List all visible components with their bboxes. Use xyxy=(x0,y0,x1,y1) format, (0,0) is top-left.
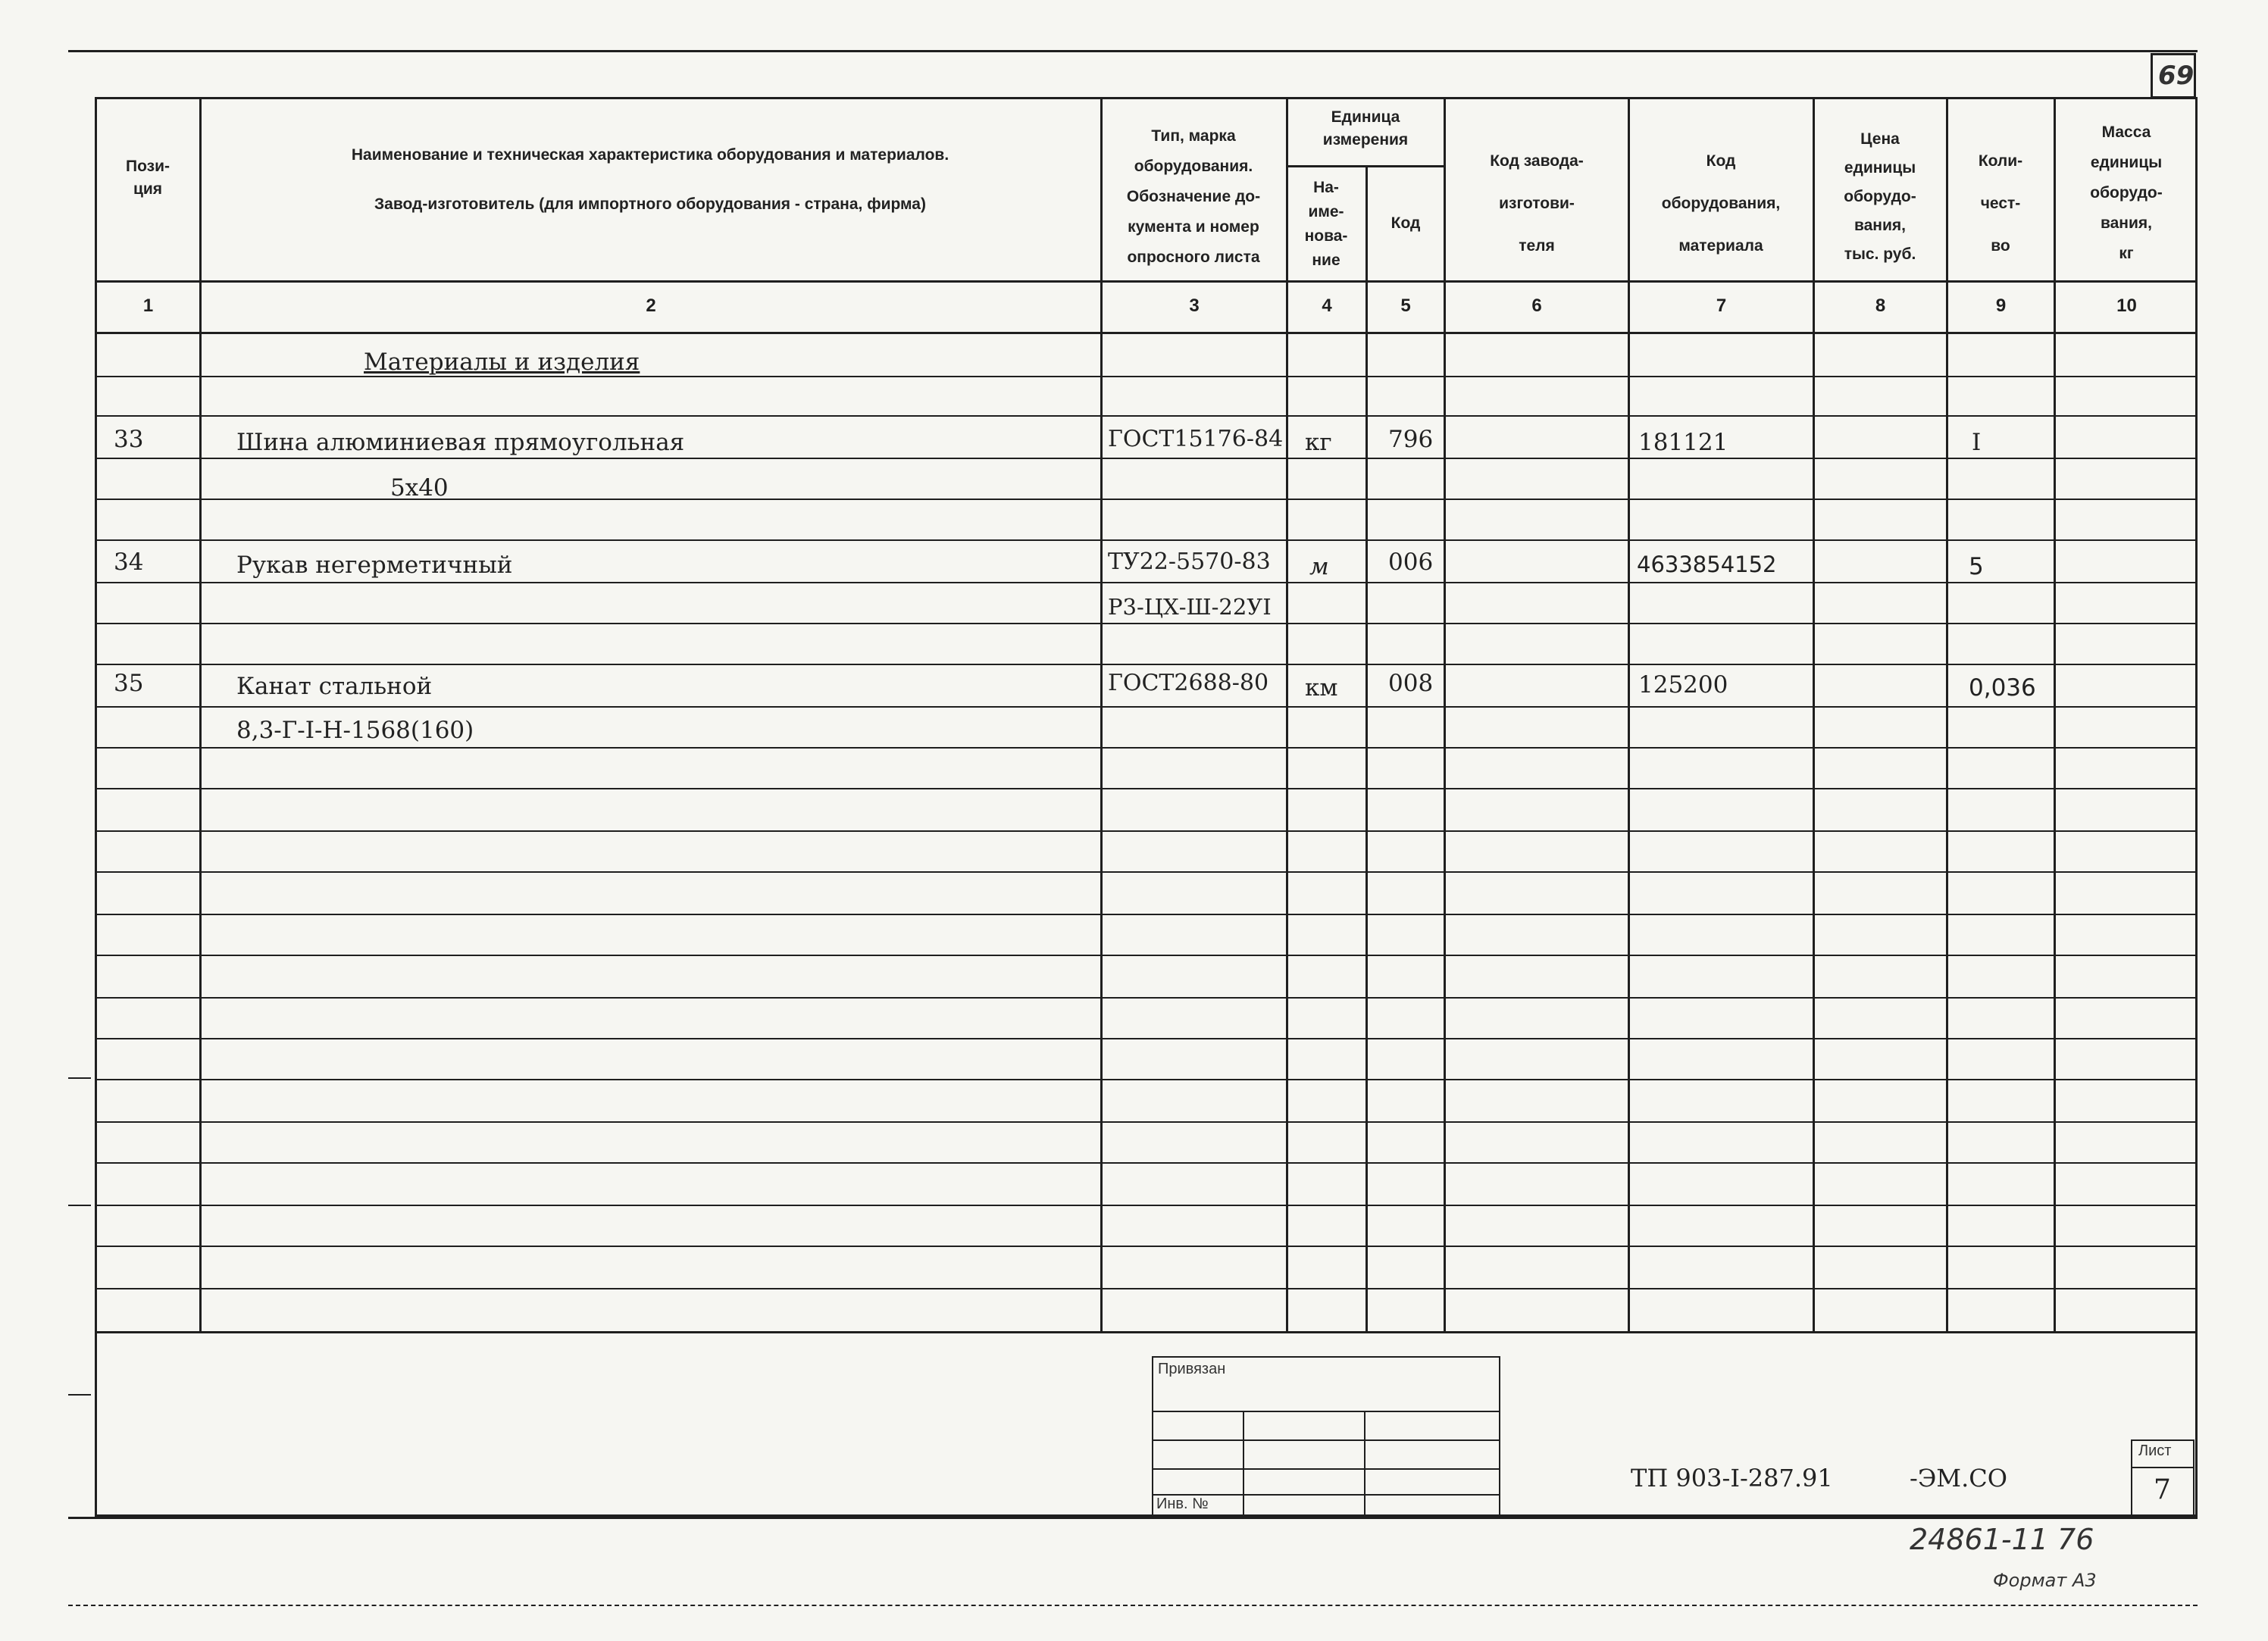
margin-tick xyxy=(68,1394,91,1396)
header-factory-code: Код завода- изготови- теля xyxy=(1490,152,1584,255)
row-line xyxy=(95,458,2198,459)
row-line xyxy=(95,788,2198,789)
doc-code: ТП 903-I-287.91 xyxy=(1631,1464,1833,1493)
header-price: Цена единицы оборудо- вания, тыс. руб. xyxy=(1844,130,1916,263)
row-line xyxy=(95,539,2198,541)
colnum-7: 7 xyxy=(1716,295,1727,316)
header-name-line2: Завод-изготовитель (для импортного оборудования - страна, фирма) xyxy=(374,195,926,213)
row-line xyxy=(95,997,2198,999)
row-line xyxy=(95,871,2198,873)
unit-group-divider xyxy=(1286,165,1444,167)
row-34-unit: м xyxy=(1309,553,1329,580)
bottom-rule xyxy=(68,1517,2198,1519)
row-34-unit-code: 006 xyxy=(1388,549,1434,576)
header-name-line1: Наименование и техническая характеристика оборудования и материалов. xyxy=(351,146,949,164)
stamp-col xyxy=(1243,1411,1244,1517)
header-equipment-code: Код оборудования, материала xyxy=(1661,152,1781,255)
row-line xyxy=(95,955,2198,956)
row-line xyxy=(95,830,2198,832)
privyazan-label: Привязан xyxy=(1158,1361,1226,1377)
row-33-code: 181121 xyxy=(1638,429,1728,456)
row-33-unit: кг xyxy=(1305,429,1332,456)
footer-frame xyxy=(95,1333,2198,1517)
col-divider xyxy=(1628,97,1630,1333)
section-title: Материалы и изделия xyxy=(364,349,640,376)
colnum-3: 3 xyxy=(1189,295,1200,316)
top-rule xyxy=(68,50,2198,52)
colnum-8: 8 xyxy=(1875,295,1886,316)
row-line xyxy=(95,376,2198,377)
stamp-line xyxy=(1152,1439,1500,1441)
row-line xyxy=(95,1121,2198,1123)
col-divider xyxy=(1946,97,1948,1333)
row-line xyxy=(95,914,2198,915)
col-divider xyxy=(1365,165,1368,1333)
row-line xyxy=(95,582,2198,583)
page-bottom-rule xyxy=(68,1605,2198,1606)
sheet-mark: 69 xyxy=(2158,61,2194,91)
row-35-unit-code: 008 xyxy=(1388,670,1434,697)
row-35-unit: км xyxy=(1305,674,1338,702)
inv-no-label: Инв. № xyxy=(1156,1496,1209,1512)
row-line xyxy=(95,747,2198,749)
row-35-name: Канат стальной xyxy=(236,673,433,700)
row-35-pos: 35 xyxy=(114,670,144,697)
header-bottom xyxy=(95,280,2198,283)
col-divider xyxy=(1286,97,1288,1333)
row-34-qty: 5 xyxy=(1969,553,1984,580)
privyazan-box xyxy=(1152,1356,1500,1517)
colnum-4: 4 xyxy=(1322,295,1332,316)
colnum-2: 2 xyxy=(646,295,656,316)
row-33-name2: 5х40 xyxy=(390,474,449,502)
col-divider xyxy=(2054,97,2056,1333)
header-unit-name: На- име- нова- ние xyxy=(1304,179,1348,269)
doc-suffix: -ЭМ.СО xyxy=(1910,1464,2007,1493)
row-line xyxy=(95,623,2198,624)
colnum-5: 5 xyxy=(1400,295,1411,316)
format-label: Формат А3 xyxy=(1993,1570,2097,1591)
row-34-type2: Р3-ЦХ-Ш-22УI xyxy=(1108,594,1272,620)
archive-number: 24861-11 76 xyxy=(1910,1523,2094,1556)
col-divider xyxy=(1813,97,1815,1333)
margin-tick xyxy=(68,1205,91,1206)
header-type: Тип, марка оборудования. Обозначение до- кумента и номер опросного листа xyxy=(1126,127,1261,266)
row-line xyxy=(95,1288,2198,1289)
list-number: 7 xyxy=(2154,1474,2171,1505)
header-position: Пози- ция xyxy=(126,158,170,198)
stamp-line xyxy=(1152,1411,1500,1412)
row-line xyxy=(95,1079,2198,1080)
row-33-pos: 33 xyxy=(114,426,144,453)
row-33-type: ГОСТ15176-84 xyxy=(1108,426,1284,452)
colnum-6: 6 xyxy=(1531,295,1542,316)
colnum-bottom xyxy=(95,332,2198,334)
header-unit-code: Код xyxy=(1391,214,1421,232)
stamp-col xyxy=(1364,1411,1365,1517)
row-35-type: ГОСТ2688-80 xyxy=(1108,670,1269,696)
row-line xyxy=(95,1038,2198,1039)
header-mass: Масса единицы оборудо- вания, кг xyxy=(2090,123,2163,262)
row-line xyxy=(95,1205,2198,1206)
header-unit-group: Единица измерения xyxy=(1322,108,1409,148)
col-divider xyxy=(199,97,202,1333)
row-34-type: ТУ22-5570-83 xyxy=(1108,549,1271,575)
row-33-qty: I xyxy=(1972,429,1982,456)
row-line xyxy=(95,1246,2198,1247)
col-divider xyxy=(1444,97,1446,1333)
row-34-code: 4633854152 xyxy=(1637,552,1777,577)
row-line xyxy=(95,1162,2198,1164)
colnum-9: 9 xyxy=(1995,295,2007,316)
header-quantity: Коли- чест- во xyxy=(1978,152,2023,255)
row-33-name: Шина алюминиевая прямоугольная xyxy=(236,429,685,456)
list-box-divider xyxy=(2131,1467,2194,1468)
row-34-pos: 34 xyxy=(114,549,144,576)
margin-tick xyxy=(68,1077,91,1079)
stamp-line xyxy=(1152,1468,1500,1470)
row-34-name: Рукав негерметичный xyxy=(236,552,513,579)
row-35-qty: 0,036 xyxy=(1969,674,2036,702)
row-35-code: 125200 xyxy=(1638,671,1728,699)
row-35-name2: 8,3-Г-I-Н-1568(160) xyxy=(236,717,474,744)
row-line xyxy=(95,664,2198,665)
row-line xyxy=(95,415,2198,417)
colnum-1: 1 xyxy=(142,295,154,316)
col-divider xyxy=(1100,97,1103,1333)
list-label: Лист xyxy=(2138,1443,2172,1459)
colnum-10: 10 xyxy=(2116,295,2137,316)
row-33-unit-code: 796 xyxy=(1388,426,1434,453)
row-line xyxy=(95,706,2198,708)
